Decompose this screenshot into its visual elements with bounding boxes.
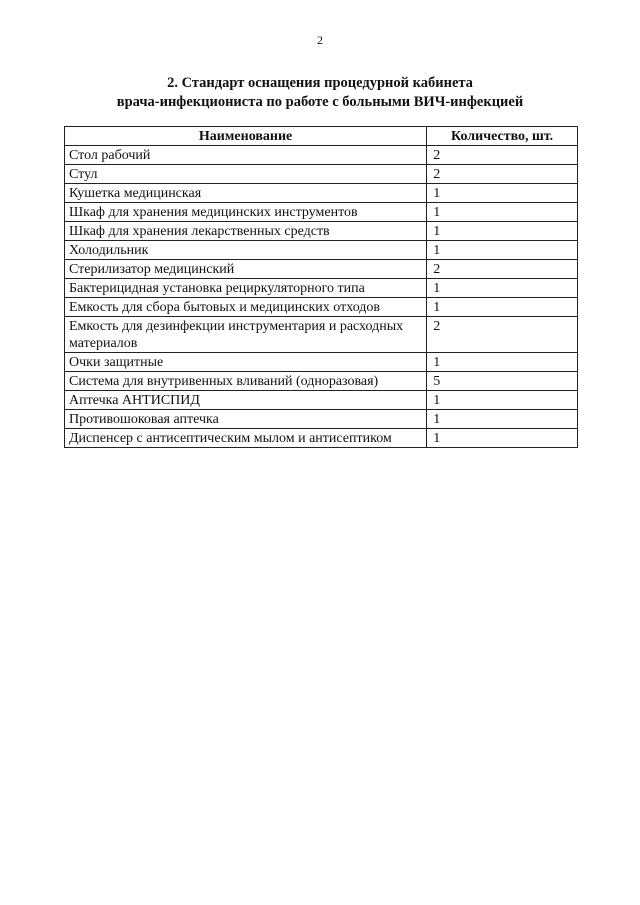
table-row <box>65 165 578 184</box>
item-name: Стерилизатор медицинский <box>65 260 427 279</box>
title-line-2: врача-инфекциониста по работе с больными ВИЧ-инфекцией <box>116 94 524 110</box>
item-quantity: 5 <box>427 372 578 391</box>
item-quantity: 1 <box>427 222 578 241</box>
table-row <box>65 203 578 222</box>
title-line-1: 2. Стандарт оснащения процедурной кабинета <box>167 75 473 91</box>
item-quantity: 1 <box>427 184 578 203</box>
header-name: Наименование <box>65 127 427 146</box>
header-quantity: Количество, шт. <box>427 127 578 146</box>
item-name: Бактерицидная установка рециркуляторного типа <box>65 279 427 298</box>
table-row <box>65 410 578 429</box>
item-name: Очки защитные <box>65 353 427 372</box>
item-name: Холодильник <box>65 241 427 260</box>
table-row <box>65 241 578 260</box>
item-quantity: 2 <box>427 146 578 165</box>
table-row <box>65 222 578 241</box>
item-quantity: 1 <box>427 298 578 317</box>
item-name: Кушетка медицинская <box>65 184 427 203</box>
item-quantity: 2 <box>427 165 578 184</box>
item-quantity: 2 <box>427 260 578 279</box>
item-name: Шкаф для хранения лекарственных средств <box>65 222 427 241</box>
item-quantity: 1 <box>427 279 578 298</box>
item-name: Шкаф для хранения медицинских инструментов <box>65 203 427 222</box>
item-name: Система для внутривенных вливаний (одноразовая) <box>65 372 427 391</box>
table-row <box>65 353 578 372</box>
item-name: Диспенсер с антисептическим мылом и антисептиком <box>65 429 427 448</box>
table-row <box>65 372 578 391</box>
item-name: Аптечка АНТИСПИД <box>65 391 427 410</box>
item-name: Емкость для сбора бытовых и медицинских отходов <box>65 298 427 317</box>
item-quantity: 1 <box>427 391 578 410</box>
table-row <box>65 279 578 298</box>
document-title <box>40 74 600 112</box>
table-row <box>65 146 578 165</box>
item-name: Стол рабочий <box>65 146 427 165</box>
table-row <box>65 184 578 203</box>
equipment-table <box>64 126 578 448</box>
item-name: Емкость для дезинфекции инструментария и расходных материалов <box>65 317 427 353</box>
item-name: Противошоковая аптечка <box>65 410 427 429</box>
table-row <box>65 391 578 410</box>
item-name: Стул <box>65 165 427 184</box>
table-header-row <box>65 127 578 146</box>
item-quantity: 1 <box>427 353 578 372</box>
item-quantity: 2 <box>427 317 578 353</box>
item-quantity: 1 <box>427 241 578 260</box>
page-number: 2 <box>317 33 323 47</box>
item-quantity: 1 <box>427 410 578 429</box>
table-row <box>65 429 578 448</box>
table-row <box>65 260 578 279</box>
table-row <box>65 317 578 353</box>
item-quantity: 1 <box>427 203 578 222</box>
item-quantity: 1 <box>427 429 578 448</box>
table-row <box>65 298 578 317</box>
